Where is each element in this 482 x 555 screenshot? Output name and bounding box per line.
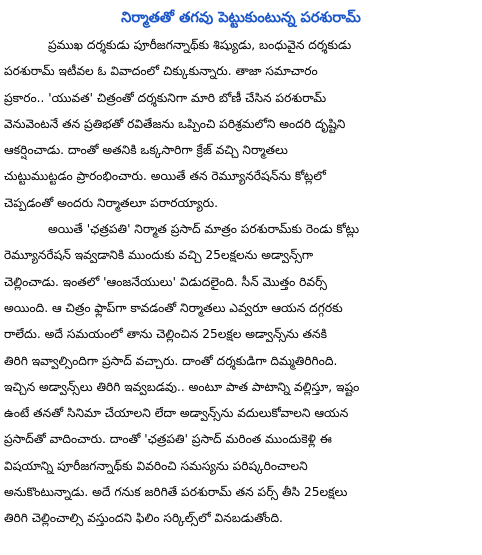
paragraph-line: ఇచ్చిన అడ్వాన్స్‌లు తిరిగి ఇవ్వబడవు.. అంటూ పాత పాటాన్ని వల్లిస్తూ, ఇష్టం xyxy=(4,379,360,394)
article-paragraph-2 xyxy=(4,216,478,532)
paragraph-line: రాలేదు. అదే సమయంలో తాను చెల్లించిన 25లక్షల అడ్వాన్స్‌ను తనకి xyxy=(4,327,327,342)
paragraph-line: అనుకొంటున్నాడు. అదే గనుక జరిగితే పరశురామ్ తన పర్స్ తీసి 25లక్షలు xyxy=(4,485,348,500)
paragraph-line: ప్రముఖ దర్శకుడు పూరీజగన్నాథ్‌కు శిష్యుడు, బంధువైన దర్శకుడు xyxy=(48,38,352,52)
paragraph-line: తిరిగి చెల్లించాల్సి వస్తుందని ఫిలిం సర్కిల్స్‌లో వినబడుతోంది. xyxy=(4,511,283,526)
paragraph-line: రెమ్యూనరేషన్ ఇవ్వడానికి ముందుకు వచ్చి 25లక్షలను అడ్వాన్స్‌గా xyxy=(4,248,314,263)
paragraph-line: ఆకర్షించాడు. దాంతో అతనికి ఒక్కసారిగా క్రేజ్ వచ్చి నిర్మాతలు xyxy=(4,143,288,158)
paragraph-line: ప్రకారం.. 'యువత' చిత్రంతో దర్శకునిగా మారి బోణీ చేసిన పరశురామ్ xyxy=(4,90,327,105)
paragraph-line: తిరిగి ఇవ్వాల్సిందిగా ప్రసాద్ వచ్చారు. దాంతో దర్శకుడిగా దిమ్మతిరిగింది. xyxy=(4,353,338,368)
paragraph-line: విషయాన్ని పూరీజగన్నాథ్‌కు వివరించి సమస్యను పరిష్కరించాలని xyxy=(4,458,308,473)
article-paragraph-1 xyxy=(4,32,478,216)
paragraph-line: చెల్లించాడు. ఇంతలో 'ఆంజనేయులు' విడుదలైంది. సీన్ మొత్తం రివర్స్ xyxy=(4,274,328,289)
paragraph-line: చుట్టుముట్టడం ప్రారంభించారు. అయితే తన రెమ్యూనరేషన్‌ను కోట్లలో xyxy=(4,169,326,184)
paragraph-line: అయితే 'ఛత్రపతి' నిర్మాత ప్రసాద్ మాత్రం పరశురామ్‌కు రెండు కోట్లు xyxy=(48,222,360,237)
paragraph-line: పరశురామ్ ఇటీవల ఓ వివాదంలో చిక్కుకున్నారు. తాజా సమాచారం xyxy=(4,64,318,79)
paragraph-line: అయింది. ఆ చిత్రం ఫ్లాప్‌గా కావడంతో నిర్మాతలు ఎవ్వరూ ఆయన దగ్గరకు xyxy=(4,300,343,315)
article-headline: నిర్మాతతో తగవు పెట్టుకుంటున్న పరశురామ్ xyxy=(121,10,361,26)
paragraph-line: వెనువెంటనే తన ప్రతిభతో రవితేజను ఒప్పించి పరిశ్రమలోని అందరి దృష్టిని xyxy=(4,116,346,131)
paragraph-line: ప్రసాద్‌తో వాదించారు. దాంతో 'ఛత్రపతి' ప్రసాద్ మరింత ముందుకెళ్లి ఈ xyxy=(4,432,332,447)
paragraph-line: ఉంటే తనతో సినిమా చేయాలని లేదా అడ్వాన్స్‌ను వదులుకోవాలని ఆయన xyxy=(4,406,349,421)
paragraph-line: చెప్పడంతో అందరు నిర్మాతలూ పరారయ్యారు. xyxy=(4,195,218,210)
